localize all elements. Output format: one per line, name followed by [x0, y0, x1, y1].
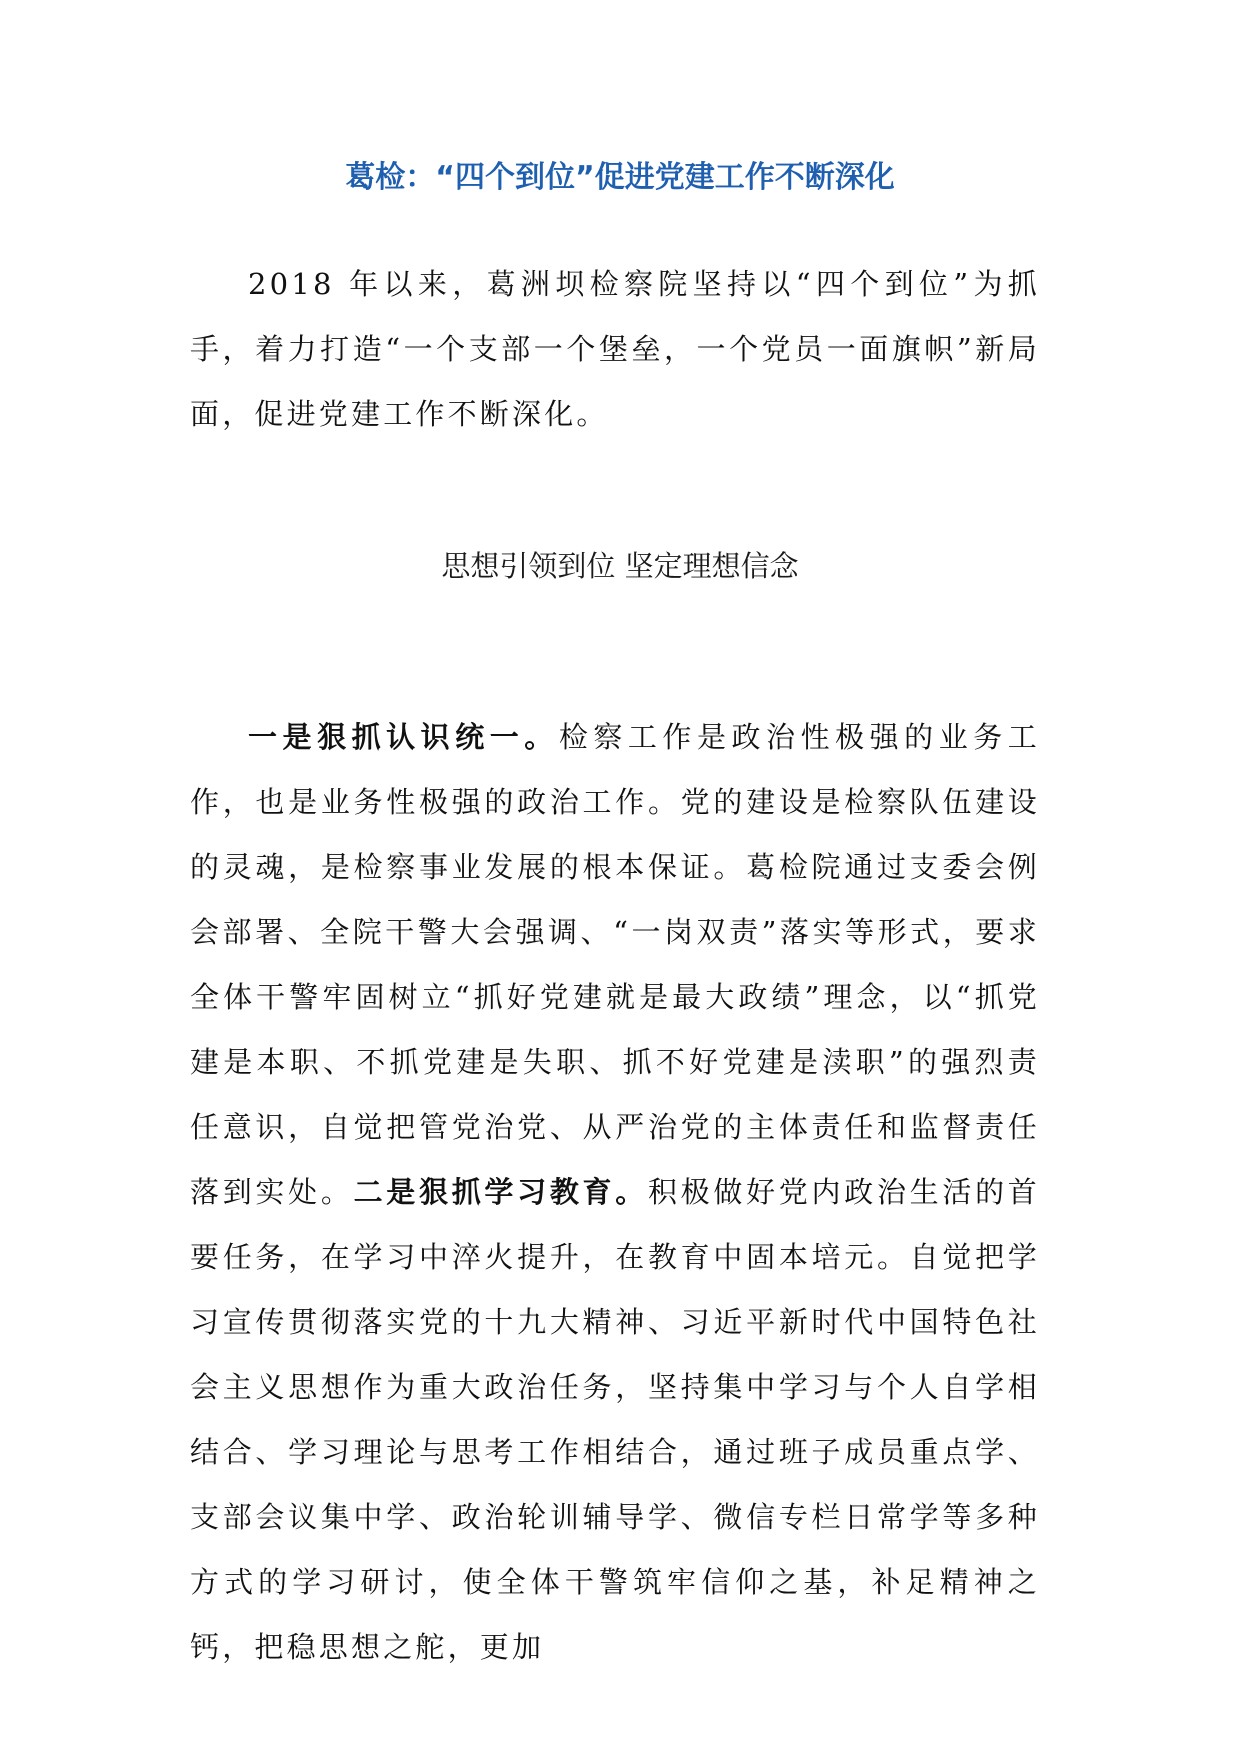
body-paragraph	[190, 705, 1040, 1680]
lead-phrase-1: 一是狠抓认识统一。	[248, 720, 559, 754]
intro-paragraph: 2018 年以来，葛洲坝检察院坚持以“四个到位”为抓手，着力打造“一个支部一个堡垒，一个党员一面旗帜”新局面，促进党建工作不断深化。	[190, 267, 1040, 431]
section-heading: 思想引领到位 坚定理想信念	[441, 549, 799, 583]
body-text-2: 积极做好党内政治生活的首要任务，在学习中淬火提升，在教育中固本培元。自觉把学习宣传贯彻落实党的十九大精神、习近平新时代中国特色社会主义思想作为重大政治任务，坚持集中学习与个人自学相结合、学习理论与思考工作相结合，通过班子成员重点学、支部会议集中学、政治轮训辅导学、微信专栏日常学等多种方式的学习研讨，使全体干警筑牢信仰之基，补足精神之钙，把稳思想之舵，更加	[190, 1175, 1040, 1664]
document-title: 葛检：“四个到位”促进党建工作不断深化	[345, 160, 895, 195]
body-text-1: 检察工作是政治性极强的业务工作，也是业务性极强的政治工作。党的建设是检察队伍建设的灵魂，是检察事业发展的根本保证。葛检院通过支委会例会部署、全院干警大会强调、“一岗双责”落实等形式，要求全体干警牢固树立“抓好党建就是最大政绩”理念，以“抓党建是本职、不抓党建是失职、抓不好党建是渎职”的强烈责任意识，自觉把管党治党、从严治党的主体责任和监督责任落到实处。	[190, 720, 1040, 1209]
lead-phrase-2: 二是狠抓学习教育。	[353, 1175, 648, 1209]
